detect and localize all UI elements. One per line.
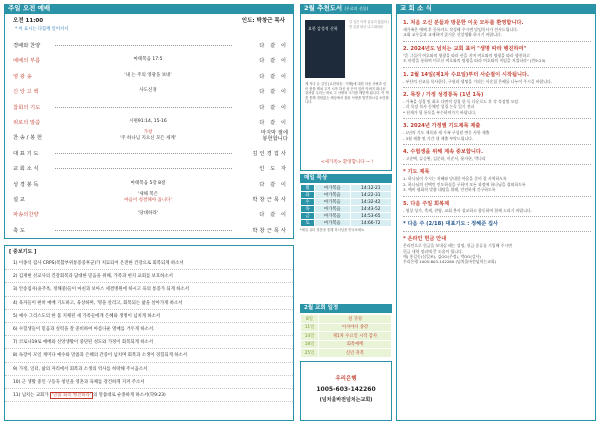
order-performer-line: 박창근목사 (252, 227, 288, 234)
order-detail-line: '새해 복은 (137, 192, 159, 197)
order-label: 성 경 봉 독 (13, 181, 39, 188)
order-detail-line: '내 는 주의 영광을 보네' (124, 72, 172, 78)
prayer-item-text: 2) 김재현 선교사의 건강회복과 담대한 믿음을 위해, 가족과 현지 교회를 보호하소서 (13, 274, 173, 280)
order-label: 참회의 기도 (13, 104, 41, 111)
reading-cell: 마가복음 (315, 220, 351, 227)
schedule-row (301, 332, 392, 341)
schedule-cell: 18일 (301, 340, 319, 349)
order-performer-line: 김인경집사 (252, 150, 288, 157)
prayer-item (5, 310, 293, 323)
order-performer-line: 박창근목사 (252, 197, 288, 203)
order-label: 설 교 (13, 197, 25, 203)
news-item-text: * 천재가 될 통독을 부수하며가기 바랍니다. (403, 109, 477, 115)
reading-cell: 금 (301, 213, 315, 220)
news-item-text: "흔 그들이 여호와의 영광을 따라 산을 지며 여호와의 명령을 따라 행진하고 (403, 52, 530, 58)
reading-cell: 마가복음 (315, 185, 351, 192)
reading-cell: 14:43-52 (350, 206, 391, 213)
order-performer (233, 87, 288, 95)
worship-order-row (13, 192, 288, 205)
schedule-cell: 25일 (301, 349, 319, 358)
reading-cell: 마가복음 (315, 199, 351, 206)
schedule-table (300, 314, 392, 358)
reading-cell: 목 (301, 206, 315, 213)
reading-cell: 14:53-65 (350, 213, 391, 220)
news-item-text: - 영상 성가, 축제, 찬양, 교회 봉사 설교하고 합동하여 함께 드리기 바랍니다. (403, 207, 532, 213)
schedule-row (301, 340, 392, 349)
order-detail (73, 130, 223, 142)
worship-order-row (13, 146, 288, 159)
dotted-leader (55, 153, 232, 154)
schedule-cell: 제1차 수요일 시작 감사 (319, 332, 392, 341)
order-label: 축 도 (13, 227, 25, 234)
order-performer-line: 다 같 이 (259, 43, 288, 49)
news-item-text: 새가족은 예배 후 등록카드 작성해 주시면 담임목사가 인사드립니다. (403, 27, 519, 32)
prayer-item-text: 8) 독장이 모일 재미다 예수와 말씀과 은혜의 간증이 넘치며 회복과 소생이 경험되게 하소서 (13, 353, 187, 359)
order-performer (233, 180, 288, 188)
worship-order-row (13, 84, 288, 97)
standing-note: * 이 표시는 다함께 일어서서 (15, 27, 69, 32)
book-header (300, 4, 392, 13)
order-performer-line: 다 같 이 (259, 120, 288, 126)
order-detail (73, 72, 223, 78)
bank-holder: (넘치울바전넘치는교회) (319, 397, 373, 403)
worship-order-row (13, 130, 288, 143)
prayer-item-text: 6) 수험생들이 믿음과 실력을 잘 준비하여 아름다운 열매를 거두게 하소서. (13, 326, 155, 332)
news-divider (403, 118, 591, 119)
schedule-cell: 이사야서 종강 (319, 323, 392, 332)
order-performer (233, 56, 288, 64)
left-column (4, 4, 294, 421)
reading-cell: 마가복음 (315, 213, 351, 220)
order-performer-line: 인 도 자 (259, 166, 288, 173)
order-detail-line: 마태복음 17:5 (133, 57, 163, 63)
worship-order-row (13, 69, 288, 82)
reading-row (301, 206, 392, 213)
prayer-tail: 의 말씀대로 순종하게 하소서(학9:23) (93, 392, 166, 398)
order-label: 파송의찬양 (13, 212, 39, 219)
book-description: 제 지나 온 길인 [요한복음 : 이해]에 대한 마음 사랑과 신의 충을 깨쳐 주기 시작 하신 성 은이 일어 아버지 떠나신 것처럼 우리는 바로 그 사랑의 크기를 깨닫게 됩니다. 이 책을 통해 정답없는 세상에서 참된 사랑을 발견하시길 소망합니다. (305, 82, 389, 105)
book-header-title: 2월 추천도서 (304, 4, 343, 12)
prayer-item-text: 9) 가정, 일터, 삶의 자리에서 회복과 소생의 역사를 허락해 주시옵소서 (13, 366, 148, 372)
middle-column (300, 4, 392, 421)
reading-row (301, 199, 392, 206)
prayer-title: [ 중보기도 ] (9, 249, 37, 255)
news-item-text: - 1년의 기도 제목과 새 가족 구성원 변동 사항 제출 (403, 130, 490, 136)
prayer-box (4, 245, 294, 421)
news-item-text: 교회 교우들과 교제하며 즐거운 신앙생활 하시기 바랍니다. (403, 32, 502, 38)
order-performer-line: 마지막 절에 (260, 130, 288, 137)
prayer-item-text: 5) 예수 그리스도의 한 몸 지체된 새 가족들에게 은혜와 생명이 넘치게 하소서 (13, 313, 161, 319)
worship-leader: 인도: 박창근 목사 (241, 18, 285, 24)
dotted-leader (55, 45, 232, 46)
order-performer-line: 봉헌합니다 (262, 136, 288, 143)
prayer-item (5, 336, 293, 349)
order-label: 찬 송 / 봉 헌 (13, 135, 42, 142)
order-performer (233, 164, 288, 172)
order-performer-line: 다 같 이 (259, 89, 288, 96)
order-detail-line: 마음이 청결해야 옵니다' (124, 198, 172, 203)
order-performer-line: 다 같 이 (259, 73, 288, 80)
prayer-item-text: 11) 넘치는 교회가 (13, 392, 49, 398)
reading-header: 매일 묵상 (300, 174, 392, 183)
bank-box (300, 361, 392, 421)
order-performer-line: 다 같 이 (259, 58, 288, 65)
news-item-text: 우리은행 1005-603-142260 (넘치울바전넘치는교회) (403, 259, 497, 265)
order-detail-line: '주 하나님 지으신 모든 세계' (119, 136, 176, 142)
order-detail (73, 192, 223, 204)
news-item-text: 2. 하나님의 선택인 인도하심을 구하며 모든 과정에 하나님을 경외하도록 (403, 181, 526, 187)
order-detail (73, 56, 223, 62)
order-label: 위로의 말씀 (13, 120, 41, 126)
prayer-item (5, 323, 293, 336)
news-item-text: - 가족을 성경 및 최초 다면적 성경 한 독 다운로드 후 각 목장별 모임 (403, 99, 519, 105)
news-divider (403, 67, 591, 68)
news-item-text: - 고준택, 류승완, 김준하, 이준서, 윤자한, 박나리 (403, 156, 486, 162)
order-performer (233, 41, 288, 49)
reading-cell: 토 (301, 220, 315, 227)
bank-name: 우리은행 (335, 376, 357, 382)
prayer-highlight: '말씀 회복 행진하라' (51, 392, 92, 398)
worship-order-row (13, 100, 288, 113)
prayer-list (5, 257, 293, 402)
order-detail (73, 87, 223, 93)
news-divider (403, 231, 591, 232)
news-item-text: 1. 하나님이 주시는 지혜와 담대한 마음을 준비 잘 사역하도록 (403, 176, 507, 182)
order-performer (233, 118, 288, 126)
worship-order-row (13, 223, 288, 236)
order-label: 예배의 부름 (13, 58, 41, 65)
news-item-title: * 온라인 헌금 안내 (403, 236, 447, 243)
worship-order-row (13, 38, 288, 51)
order-performer-line: 다 같 이 (259, 104, 288, 111)
book-header-sub: (무료의 선물) (344, 6, 369, 11)
order-detail-line: 사도신경 (139, 88, 157, 94)
news-divider (403, 87, 591, 88)
reading-cell: 14:66-72 (350, 220, 391, 227)
prayer-item (5, 363, 293, 376)
book-box (300, 13, 392, 171)
reading-cell: 14:22-31 (350, 192, 391, 199)
order-performer-line: 다 같 이 (259, 181, 288, 188)
reading-row (301, 185, 392, 192)
book-side-text: 갈 길은 아직 끝나지 않았다 / 먼 길을 떠난 나그네처럼 (349, 20, 390, 29)
schedule-cell: 14일 (301, 332, 319, 341)
news-item-text: 온라인으로 헌금을 보내실 때는 성명, 헌금 종류를 기입해 주시면 (403, 243, 512, 249)
worship-order-row (13, 115, 288, 128)
schedule-cell: 설 귀성 (319, 315, 392, 324)
order-performer (233, 210, 288, 218)
worship-header: 주일 오전 예배 (4, 4, 294, 13)
news-item-text: 도 바람을 통하여 미로신 여호와의 명령을 따라 여호와의 직임을 지켰더라" (민9:23) (403, 58, 546, 64)
news-header: 교 회 소 식 (396, 4, 596, 13)
order-label: 영 광 송 (13, 73, 32, 80)
order-performer (233, 149, 288, 157)
worship-order-row (13, 207, 288, 220)
news-divider (403, 196, 591, 197)
order-performer (233, 72, 288, 80)
news-item-text: - 각 목장 목사 동체인 성경 논독 일기 전파 (403, 104, 475, 110)
reading-row (301, 192, 392, 199)
reading-note: *매일 큐티 말씀을 통해 하나님을 만나보세요 (300, 228, 365, 232)
prayer-item-text: 1) 이종석 집사 CRPS(복합부위통증증후군)가 치료되어 온전한 건강으로 회복되게 하소서 (13, 261, 184, 266)
reading-cell: 화 (301, 192, 315, 199)
reading-cell: 14:32-42 (350, 199, 391, 206)
order-detail (73, 210, 223, 216)
prayer-item-text: 3) 안송집사(윤주옥, 정해중)들이 마친과 보아스 세결병원에 하시고 육의 통증가 되게 하소서 (13, 287, 189, 293)
schedule-row (301, 323, 392, 332)
order-label: 교 회 소 식 (13, 166, 39, 173)
order-performer (233, 195, 288, 203)
news-divider (403, 164, 591, 165)
dotted-leader (55, 230, 232, 231)
book-cover-title: 요한 감성적 신학 (308, 26, 338, 31)
reading-cell: 월 (301, 185, 315, 192)
news-item-text: 예) 홍길동(십일조), 김OO(주정), 박OO(감사) (403, 253, 481, 259)
reading-row (301, 213, 392, 220)
order-detail (73, 118, 223, 124)
prayer-item (5, 297, 293, 310)
order-label: 신 앙 고 백 (13, 89, 39, 96)
prayer-item (5, 349, 293, 362)
prayer-item-text: 10) 근 생활 중인 구동욱 청년을 영혼과 육체를 강건하게 지켜 주소서 (13, 379, 145, 385)
prayer-item (5, 389, 293, 402)
order-performer (233, 130, 288, 142)
prayer-item-text: 4) 육자들이 편히 예배 기도하고, 육상하며, '명을 살리고, 회복되는 삶을 살아가게 하소서 (13, 300, 183, 306)
worship-time: 오전 11:00 (13, 18, 44, 24)
reading-cell: 마가복음 (315, 206, 351, 213)
dotted-leader (55, 168, 232, 169)
schedule-row (301, 315, 392, 324)
order-detail (73, 180, 223, 186)
order-detail-line: 가창 (143, 130, 153, 136)
reading-table (300, 184, 392, 227)
reading-cell: 수 (301, 199, 315, 206)
book-cover-image (305, 20, 345, 78)
worship-order-row (13, 53, 288, 66)
new-family-welcome: <새가족> 환영합니다 ~ ! (320, 160, 374, 165)
schedule-cell: 8일 (301, 315, 319, 324)
news-item-title: 2. 목장 / 가정 성경통독 (1년 1독) (403, 92, 484, 99)
prayer-item-text: 7) 코로나19로 예배와 신앙생활이 중단된 성도와 가정이 회복되게 하소서 (13, 340, 154, 346)
news-item-title: * 기도 제목 (403, 169, 430, 176)
worship-order-row (13, 161, 288, 174)
order-detail-line: 마태복음 5장 8절 (130, 180, 166, 186)
worship-meta (5, 14, 293, 26)
news-divider (403, 216, 591, 217)
reading-row (301, 220, 392, 227)
news-divider (403, 144, 591, 145)
order-detail-line: '당대하라' (138, 211, 158, 217)
order-label: 대 표 기 도 (13, 150, 39, 157)
news-item-title: 2. 2024년도 넘치는 교회 표어 "생명 따라 행진하여" (403, 45, 527, 52)
worship-order-box (4, 13, 294, 239)
news-item-title: 1. 처음 오신 분들과 방문한 이웃 모두를 환영합니다. (403, 20, 524, 26)
news-item-title: 5. 다음 주일 회복제 (403, 200, 450, 207)
order-performer (233, 103, 288, 111)
news-item-title: 3. 2024년 가정별 기도제목 제출 (403, 123, 481, 130)
news-item-text: - 부산의 선교를 목사한다, 구원과 생명을 기리는 사순절 은혜를 나누어 주시길 바랍니다. (403, 78, 553, 84)
news-item-text: 헌금 내역 정리에 큰 도움이 됩니다. (403, 248, 464, 254)
schedule-cell: 신년 축복 (319, 349, 392, 358)
schedule-header: 2월 교회 일정 (300, 304, 392, 313)
worship-order-row (13, 177, 288, 190)
prayer-item (5, 270, 293, 283)
prayer-item (5, 257, 293, 270)
order-performer (233, 226, 288, 234)
news-item-title: * 다음 주 (2/18) 대표기도 : 정혜준 집사 (403, 221, 499, 228)
news-box (396, 13, 596, 421)
reading-cell: 14:12-21 (350, 185, 391, 192)
schedule-cell: 회복예배 (319, 340, 392, 349)
right-column (396, 4, 596, 421)
news-item-text: - 3월 제출 및 기간 내 제출 부탁드립니다. (403, 135, 474, 141)
prayer-item (5, 283, 293, 296)
prayer-item (5, 376, 293, 389)
order-label: 경배와 찬양 (13, 43, 41, 49)
dotted-leader (55, 107, 232, 108)
news-item-title: 1. 2월 14일(제1차 수요일)부터 사순절이 시작됩니다. (403, 71, 529, 78)
schedule-row (301, 349, 392, 358)
schedule-cell: 11일 (301, 323, 319, 332)
order-performer-line: 다 같 이 (259, 212, 288, 219)
news-item-title: 4. 수험생을 위해 계속 중보합니다. (403, 149, 483, 156)
news-item-text: 3. 예비 평화의 말씀 대답을 위해, 안전하게 간구하도록 (403, 187, 496, 193)
bank-account-number: 1005-603-142260 (316, 386, 376, 393)
reading-cell: 마가복음 (315, 192, 351, 199)
news-divider (403, 41, 591, 42)
order-detail-line: 시편91:14, 15-16 (129, 119, 167, 124)
news-list (403, 19, 591, 265)
